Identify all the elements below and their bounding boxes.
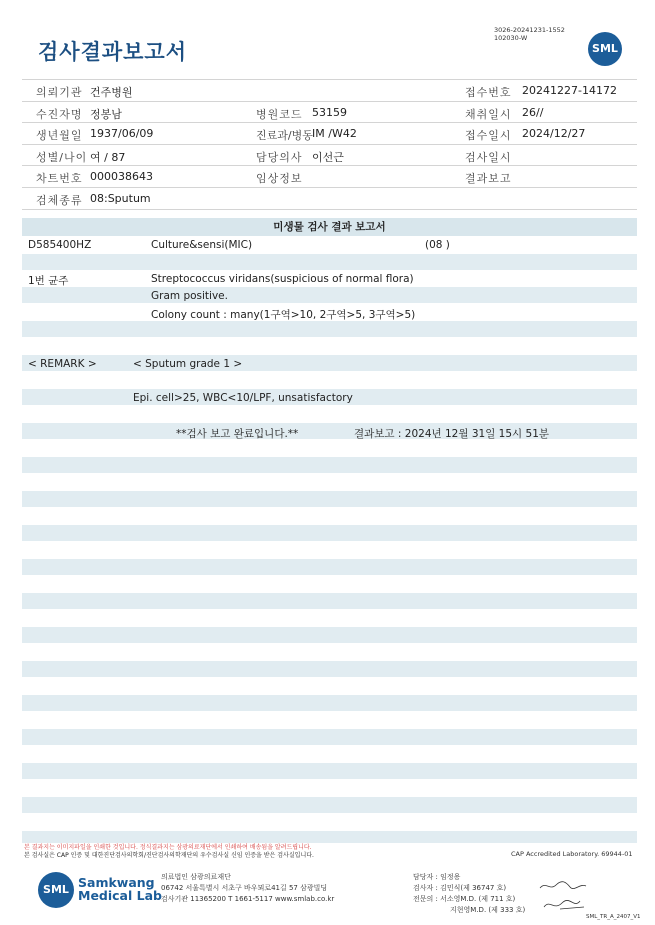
stripe <box>22 627 637 643</box>
sml-logo-bottom-text: SML <box>43 883 69 896</box>
chart-no-value: 000038643 <box>90 170 153 184</box>
stripe <box>22 695 637 711</box>
report-time: 결과보고 : 2024년 12월 31일 15시 51분 <box>354 428 550 440</box>
info-row-3 <box>22 123 637 145</box>
stripe <box>22 559 637 575</box>
org-name: 의료법인 삼광의료재단 <box>161 873 231 881</box>
clinical-info-label: 임상정보 <box>256 172 303 186</box>
document-number-line-2: 102030-W <box>494 34 528 42</box>
sex-age-value: 여 / 87 <box>90 150 126 164</box>
sml-logo-bottom <box>38 872 74 908</box>
report-label: 결과보고 <box>465 172 512 186</box>
test-code: D585400HZ <box>28 239 92 251</box>
stripe <box>22 763 637 779</box>
brand-name <box>78 876 162 902</box>
name-label: 수진자명 <box>36 107 83 121</box>
info-row-1 <box>22 79 637 102</box>
patient-info-table <box>22 79 637 210</box>
info-row-2 <box>22 102 637 124</box>
collection-date-value: 26// <box>522 105 544 119</box>
gram-stain: Gram positive. <box>151 290 228 302</box>
hospital-value: 건주병원 <box>90 86 133 99</box>
hospital-code-value: 53159 <box>312 105 347 119</box>
stripe <box>22 287 637 303</box>
page-title: 검사결과보고서 <box>38 40 188 64</box>
remark-label: < REMARK > <box>28 358 97 370</box>
stripe <box>22 797 637 813</box>
stripe <box>22 491 637 507</box>
dept-value: IM /W42 <box>312 127 357 141</box>
receipt-no-label: 접수번호 <box>465 86 512 99</box>
brand-line-2: Medical Lab <box>78 888 162 903</box>
hospital-code-label: 병원코드 <box>256 107 303 121</box>
document-number <box>494 26 565 42</box>
org-address: 06742 서울특별시 서초구 바우뫼로41길 57 삼광빌딩 <box>161 884 328 892</box>
collection-date-label: 채취일시 <box>465 107 512 121</box>
tester-signature <box>538 880 588 892</box>
specimen-value: 08:Sputum <box>90 191 151 205</box>
stripe <box>22 729 637 745</box>
dept-label: 진료과/병동 <box>256 129 313 143</box>
receipt-date-label: 접수일시 <box>465 129 512 143</box>
info-row-6 <box>22 188 637 210</box>
test-name: Culture&sensi(MIC) <box>151 239 253 251</box>
report-complete: **검사 보고 완료입니다.** <box>176 428 299 440</box>
info-row-5 <box>22 166 637 188</box>
doctor-label: 담당의사 <box>256 150 303 164</box>
specialist-signature <box>540 895 590 913</box>
receipt-no-value: 20241227-14172 <box>522 84 617 97</box>
micro-section-title: 미생물 검사 결과 보고서 <box>22 218 637 236</box>
sex-age-label: 성별/나이 <box>36 150 88 164</box>
staff-specialist-2: 지현영M.D. (제 333 호) <box>450 906 526 914</box>
stripe <box>22 457 637 473</box>
colony-count: Colony count : many(1구역>10, 2구역>5, 3구역>5) <box>151 309 416 321</box>
stripe <box>22 661 637 677</box>
birth-value: 1937/06/09 <box>90 127 154 141</box>
specimen-label: 검체종류 <box>36 193 83 207</box>
stripe <box>22 321 637 337</box>
hospital-label: 의뢰기관 <box>36 86 83 99</box>
document-number-line-1: 3026-20241231-1552 <box>494 26 565 34</box>
receipt-date-value: 2024/12/27 <box>522 127 586 141</box>
organism-label: 1번 균주 <box>28 275 69 287</box>
brand-line-1: Samkwang <box>78 875 155 890</box>
cap-accreditation: CAP Accredited Laboratory. 69944-01 <box>511 850 633 858</box>
staff-tester: 검사자 : 김민식(제 36747 호) <box>413 884 507 892</box>
chart-no-label: 차트번호 <box>36 172 83 186</box>
info-row-4 <box>22 145 637 167</box>
form-code: SML_TR_A_2407_V1 <box>586 914 641 920</box>
stripe <box>22 355 637 371</box>
staff-manager: 담당자 : 임정용 <box>413 873 461 881</box>
stripe <box>22 593 637 609</box>
sputum-grade: < Sputum grade 1 > <box>133 358 243 370</box>
notice-cap: 본 검사실은 CAP 인증 및 대한진단검사의학회/진단검사의학재단의 우수검사실 신임 인증을 받은 검사실입니다. <box>24 852 314 859</box>
staff-specialist-1: 전문의 : 서소영M.D. (제 711 호) <box>413 895 516 903</box>
test-date-label: 검사일시 <box>465 150 512 164</box>
org-contact: 검사기관 11365200 T 1661-5117 www.smlab.co.kr <box>161 895 335 903</box>
test-number: (08 ) <box>425 239 450 251</box>
organism-name: Streptococcus viridans(suspicious of normal flora) <box>151 273 414 285</box>
stripe <box>22 525 637 541</box>
notice-red: 본 결과지는 이미지파일을 인쇄한 것입니다. 정식결과지는 삼광의료재단에서 인쇄하여 배송됨을 알려드립니다. <box>24 844 312 851</box>
birth-label: 생년월일 <box>36 129 83 143</box>
epi-cell-result: Epi. cell>25, WBC<10/LPF, unsatisfactory <box>133 392 353 404</box>
stripe <box>22 254 637 270</box>
name-value: 정봉남 <box>90 107 122 121</box>
sml-logo-text: SML <box>592 42 618 55</box>
sml-logo <box>588 32 622 66</box>
doctor-value: 이선근 <box>312 150 344 164</box>
